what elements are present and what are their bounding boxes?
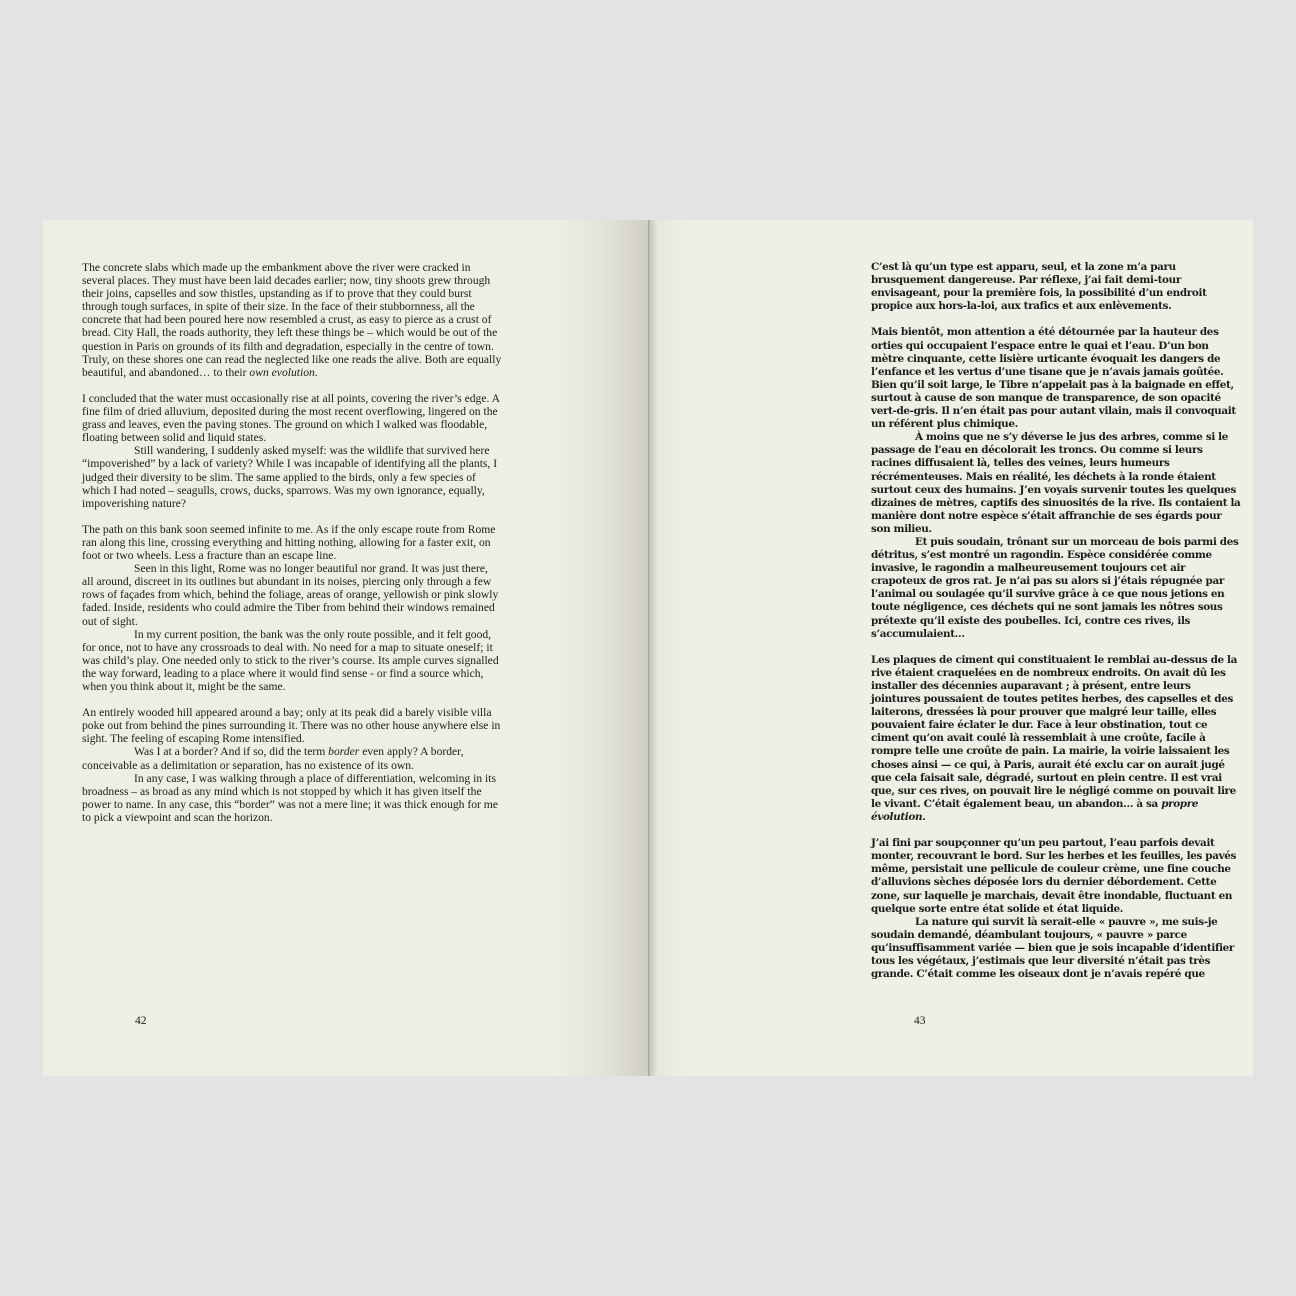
paragraph [871, 654, 1241, 824]
text-run: Les plaques de ciment qui constituaient le remblai au-dessus de la rive étaient craquelées en de nombreux endroits. On avait dû les installer des décennies auparavant ; à présent, entre leurs jointures poussaient de toutes petites herbes, des capselles et des laiterons, dressées là pour prouver que malgré leur taille, elles pouvaient faire éclater le dur. Face à leur obstination, tout ce ciment qu’on avait coulé là ressemblait à une croûte, facile à rompre telle une croûte de pain. La mairie, la voirie laissaient les choses ainsi — ce qui, à Paris, aurait été exclu car on aurait jugé que cela faisait sale, dégradé, surtout en plein centre. Il est vrai que, sur ces rives, on pouvait lire le négligé comme on pouvait lire le vivant. C’était également beau, un abandon… à sa [871, 653, 1238, 810]
right-page-text [871, 261, 1241, 981]
left-page-text [82, 261, 502, 824]
text-run: even apply? A border, conceivable as a delimitation or separation, has no existence of its own. [82, 745, 464, 772]
paragraph [871, 837, 1241, 916]
paragraph [871, 536, 1241, 641]
paragraph [82, 628, 502, 693]
paragraph [871, 431, 1241, 536]
page-number-left: 42 [135, 1015, 147, 1027]
text-run: Mais bientôt, mon attention a été détournée par la hauteur des orties qui occupaient l’espace entre le quai et l’eau. D’un bon mètre cinquante, cette lisière urticante évoquait les dangers de l’enfance et les vertus d’une tisane que je n’avais jamais goûtée. Bien qu’il soit large, le Tibre n’appelait pas à la baignade en effet, surtout à cause de son manque de transparence, de son opacité vert-de-gris. Il n’en était pas pour autant vilain, mais il convoquait un référent plus chimique. [871, 326, 1236, 431]
right-page [648, 220, 1253, 1076]
text-run: Still wandering, I suddenly asked myself: was the wildlife that survived here “impoverished” by a lack of variety? While I was incapable of identifying all the plants, I judged their diversity to be slim. The same applied to the birds, only a few species of which I had noted – seagulls, crows, ducks, sparrows. Was my own ignorance, equally, impoverishing nature? [82, 444, 498, 510]
text-run: The path on this bank soon seemed infinite to me. As if the only escape route from Rome ran along this line, crossing everything and hitting nothing, allowing for a faster exit, on foot or two wheels. Less a fracture than an escape line. [82, 522, 496, 563]
paragraph [82, 444, 502, 509]
text-run: . [314, 365, 318, 379]
text-run: The concrete slabs which made up the embankment above the river were cracked in several places. They must have been laid decades earlier; now, tiny shoots grew through their joins, capselles and sow thistles, upstanding as if to prove that they could burst through tough surfaces, in spite of their size. In the face of their stubbornness, all the concrete that had been poured here now resembled a crust, as easy to pierce as a crust of bread. City Hall, the roads authority, they left these things be – which would be out of the question in Paris on grounds of its filth and degradation, especially in the centre of town. Truly, on these shores one can read the neglected like one reads the alive. Both are equally beautiful, and abandoned… to their [82, 261, 502, 379]
text-run: . [922, 810, 926, 823]
paragraph [82, 523, 502, 562]
text-run: An entirely wooded hill appeared around a bay; only at its peak did a barely visible villa poke out from behind the pines surrounding it. There was no other house anywhere else in sight. The feeling of escaping Rome intensified. [82, 706, 501, 746]
text-run: Seen in this light, Rome was no longer beautiful nor grand. It was just there, all around, discreet in its outlines but abundant in its noises, piercing only through a few rows of façades from which, behind the foliage, areas of orange, yellowish or pink slowly faded. Inside, residents who could admire the Tiber from behind their windows remained out of sight. [82, 562, 499, 628]
text-run: In my current position, the bank was the only route possible, and it felt good, for once, not to have any crossroads to deal with. No need for a map to situate oneself; it was child’s play. One needed only to stick to the river’s course. Its ample curves signalled the way forward, leading to a place where it would find sense - or find a source which, when you think about it, might be the same. [82, 627, 499, 693]
paragraph [871, 261, 1241, 313]
italic-text: border [328, 745, 360, 759]
page-number-right: 43 [914, 1015, 926, 1027]
text-run: In any case, I was walking through a place of differentiation, welcoming in its broadness – as broad as any mind which is not stopped by which it has given itself the power to name. In any case, this “border” was not a mere line; it was thick enough for me to pick a viewpoint and scan the horizon. [82, 771, 498, 824]
paragraph [82, 706, 502, 745]
paragraph [82, 261, 502, 379]
text-run: La nature qui survit là serait-elle « pauvre », me suis-je soudain demandé, déambulant toujours, « pauvre » parce qu’insuffisamment variée — bien que je sois incapable d’identifier tous les végétaux, j’estimais que leur diversité n’était pas très grande. C’était comme les oiseaux dont je n’avais repéré que [871, 915, 1235, 981]
text-run: I concluded that the water must occasionally rise at all points, covering the river’s edge. A fine film of dried alluvium, deposited during the most recent overflowing, lingered on the grass and leaves, even the paving stones. The ground on which I walked was floodable, floating between solid and liquid states. [82, 391, 500, 445]
paragraph [82, 562, 502, 627]
paragraph [871, 916, 1241, 981]
text-run: À moins que ne s’y déverse le jus des arbres, comme si le passage de l’eau en décolorait les troncs. Ou comme si leurs racines diffusaient là, telles des veines, leurs humeurs récrémenteuses. Mais en réalité, les déchets à la ronde étaient surtout ceux des humains. J’en voyais survenir toutes les quelques dizaines de mètres, captifs des sinuosités de la rive. Ils contaient la manière dont notre espèce s’était affranchie de ses égards pour son milieu. [871, 431, 1241, 535]
italic-text: own evolution [249, 365, 315, 379]
book-spread [43, 220, 1253, 1076]
text-run: J’ai fini par soupçonner qu’un peu partout, l’eau parfois devait monter, recouvrant le bord. Sur les herbes et les feuilles, les pavés même, persistait une pellicule de couleur crème, une fine couche d’alluvions sèches déposée lors du dernier débordement. Cette zone, sur laquelle je marchais, devait être inondable, fluctuant en quelque sorte entre état solide et état liquide. [871, 837, 1237, 915]
left-page [43, 220, 648, 1076]
text-run: Et puis soudain, trônant sur un morceau de bois parmi des détritus, s’est montré un ragondin. Espèce considérée comme invasive, le ragondin a malheureusement toujours cet air crapoteux de gros rat. Je n’ai pas su alors si j’étais répugnée par l’animal ou soulagée qu’il survive grâce à ce que nous jetions en toute négligence, ces déchets qui ne sont jamais les nôtres sous prétexte qu’il existe des poubelles. Ici, contre ces rives, ils s’accumulaient… [871, 535, 1239, 640]
paragraph [82, 772, 502, 824]
text-run: Was I at a border? And if so, did the term [134, 745, 329, 759]
italic-text: propre évolution [871, 797, 1199, 823]
paragraph [82, 392, 502, 444]
paragraph [871, 326, 1241, 431]
paragraph [82, 745, 502, 771]
text-run: C’est là qu’un type est apparu, seul, et la zone m’a paru brusquement dangereuse. Par réflexe, j’ai fait demi-tour envisageant, pour la première fois, la possibilité d’un endroit propice aux hors-la-loi, aux trafics et aux enlèvements. [871, 261, 1207, 313]
